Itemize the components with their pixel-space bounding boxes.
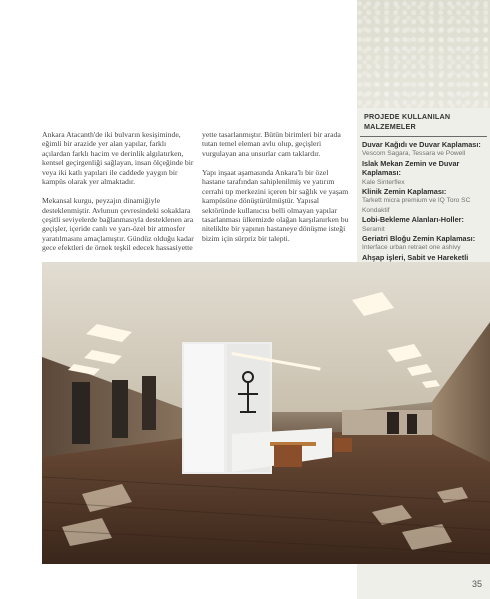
material-value: Vescom Sagara, Tessara ve Powell — [362, 150, 466, 158]
material-value: Tarkett micra premium ve IQ Toro SC Kondaktif — [362, 197, 471, 214]
lobby-interior-illustration — [42, 262, 490, 564]
body-paragraph: yette tasarlanmıştır. Bütün birimleri bir arada tutan temel eleman avlu olup, geçişleri vurgulayan ana unsurlar cam taklardır. — [202, 130, 341, 158]
body-column-right — [202, 130, 352, 253]
materials-list — [362, 140, 487, 281]
lobby-interior-photo — [42, 262, 490, 564]
material-label: Geriatri Bloğu Zemin Kaplaması: — [362, 234, 476, 244]
materials-list-item — [362, 234, 487, 253]
body-column-left — [42, 130, 194, 262]
materials-list-item — [362, 140, 487, 159]
page-number: 35 — [471, 579, 482, 589]
materials-heading: PROJEDE KULLANILAN MALZEMELER — [364, 112, 451, 131]
body-paragraph: Ankara Atacanth'de iki bulvarın kesişiminde, eğimli bir arazide yer alan yapılar, farklı açılardan farklı hacim ve derinlik algılatırken, kentsel geçirgenliği sağlayan, insan ölçeğinde bir veya iki katlı yapıları ile caddede yaygın bir kampüs olarak yer almaktadır. — [42, 130, 194, 187]
material-label: Duvar Kağıdı ve Duvar Kaplaması: — [362, 140, 481, 149]
material-label: Ahşap işleri, Sabit ve Hareketli — [362, 252, 469, 262]
material-label: Islak Mekan Zemin ve Duvar Kaplaması: — [362, 158, 460, 178]
materials-divider — [360, 136, 487, 137]
body-paragraph: Mekansal kurgu, peyzajın dinamiğiyle desteklenmiştir. Avlunun çevresindeki sokaklara çeşitli seviyelerde bağlanmasıyla desteklenen ara geçişler, içeride canlı ve yarı-özel bir atmosfer yaratılmasını amaçlamıştır. Gündüz olduğu kadar gece efektleri de örnek teşkil edecek hassasiyette — [42, 196, 194, 253]
material-label: Lobi-Bekleme Alanları-Holler: — [362, 215, 464, 225]
sidebar-texture-image — [357, 0, 490, 108]
material-value: Seramit — [362, 225, 385, 233]
materials-list-item — [362, 215, 487, 234]
body-paragraph: Yapı inşaat aşamasında Ankara'lı bir özel hastane tarafından sahiplenilmiş ve yatırım cerrahi tıp merkezini içeren bir sağlık ve yaşam kampüsüne dönüştürülmüştür. Yapısal sektöründe kullanıcısı belli olmayan yapılar tasarlanması ülkemizde olağan karşılanırken bu niteliklte bir yapının hastaneye dönüşme isteği bizim için sürpriz bir talepti. — [202, 167, 349, 243]
material-label: Klinik Zemin Kaplaması: — [362, 187, 447, 197]
material-value: Kale Sinterflex — [362, 178, 405, 186]
material-value: Interface urban retraet one ashivy — [362, 244, 461, 252]
materials-list-item — [362, 187, 487, 215]
materials-list-item — [362, 159, 487, 187]
